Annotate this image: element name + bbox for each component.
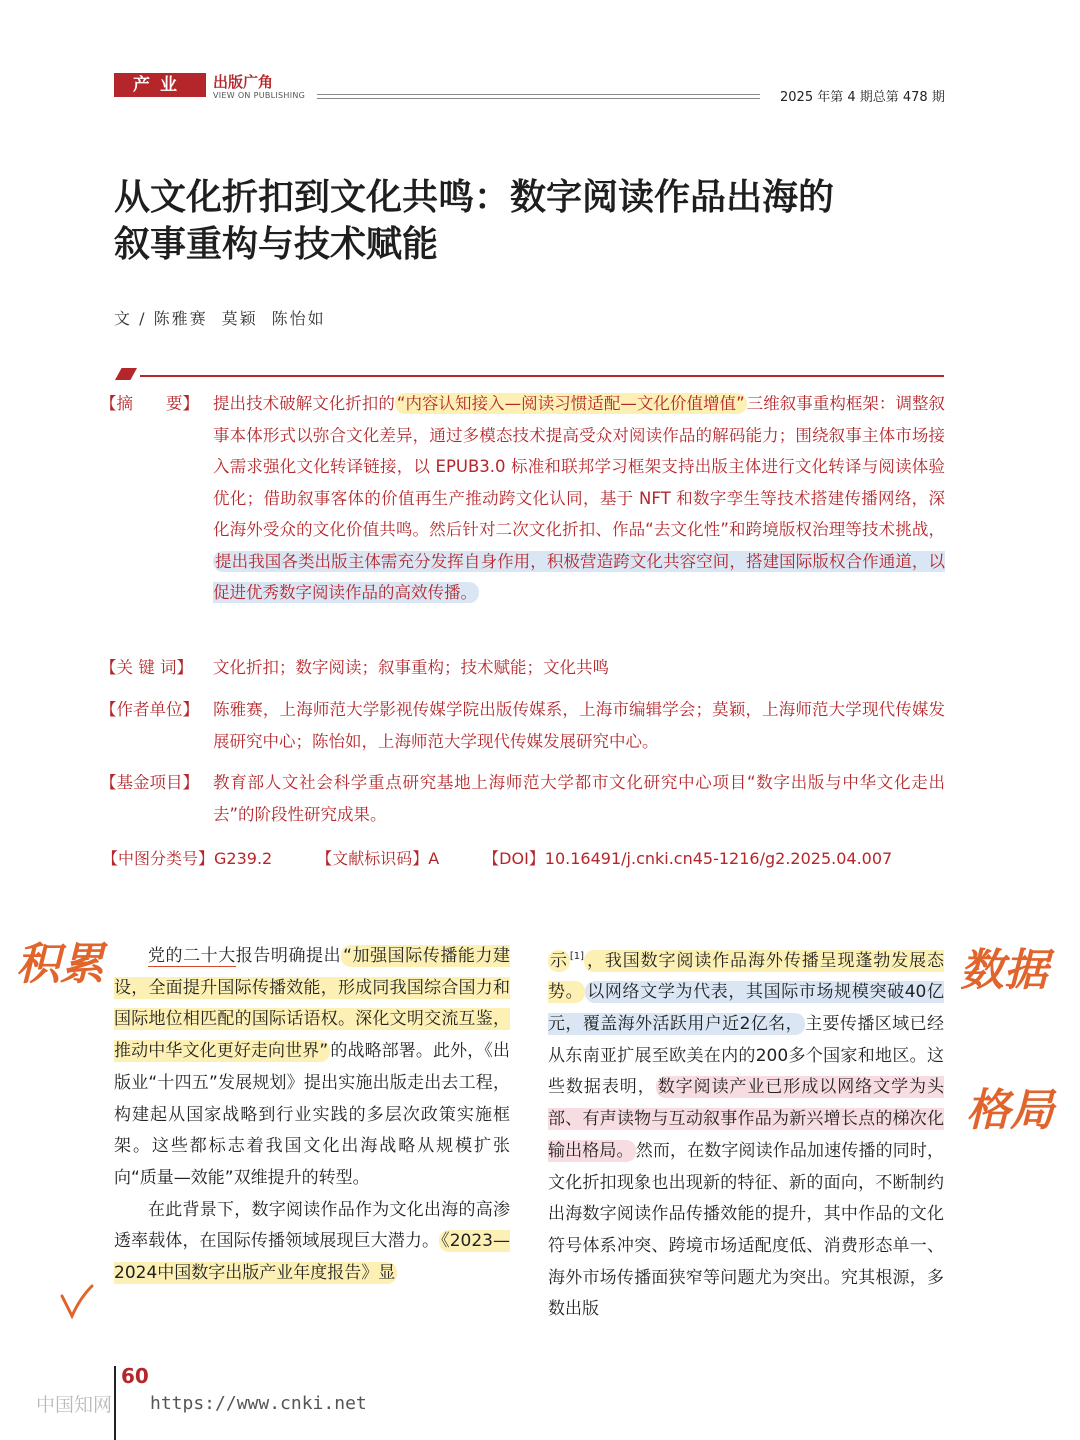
body-paragraph: [114, 1195, 510, 1290]
body-text: 在此背景下，数字阅读作品作为文化出海的高渗透率载体，在国际传播领域展现巨大潜力。: [114, 1199, 510, 1252]
body-column-right: [548, 941, 944, 1326]
body-highlight-yellow: ，我国数字阅读作品海外传播呈现蓬勃发展态势。: [548, 950, 945, 1003]
abstract-highlight-yellow: “内容认知接入—阅读习惯适配—文化价值增值”: [396, 394, 745, 413]
fund-text: 教育部人文社会科学重点研究基地上海师范大学都市文化研究中心项目“数字出版与中华文化走出去”的阶段性研究成果。: [213, 773, 945, 824]
body-highlight-pink: 数字阅读产业已形成以网络文学为头部、有声读物与互动叙事作品为新兴增长点的梯次化输出格局。: [548, 1077, 945, 1161]
author-2: 莫颖: [221, 309, 258, 328]
authors: [114, 306, 340, 329]
page-number: 60: [121, 1364, 149, 1388]
abstract-text: [213, 388, 945, 609]
checkmark-icon: [58, 1282, 98, 1322]
body-column-left: [114, 941, 510, 1290]
article-title: [114, 174, 934, 268]
body-paragraph: [548, 941, 944, 1326]
title-line-2: 叙事重构与技术赋能: [114, 224, 439, 265]
doi: 【DOI】10.16491/j.cnki.cn45-1216/g2.2025.04.007: [483, 849, 893, 868]
authors-prefix: 文 /: [114, 309, 154, 328]
header-rule: [317, 94, 760, 99]
body-highlight-yellow: “加强国际传播能力建设，全面提升国际传播效能，形成同我国综合国力和国际地位相匹配的国际话语权。深化文明交流互鉴，推动中华文化更好走向世界”: [114, 946, 510, 1062]
author-1: 陈雅赛: [153, 309, 208, 328]
handwritten-note-data: 数据: [960, 945, 1048, 996]
citation-ref: [1]: [569, 951, 585, 962]
abstract-part-2: 三维叙事重构框架：调整叙事本体形式以弥合文化差异，通过多模态技术提高受众对阅读作品的解码能力；围绕叙事主体市场接入需求强化文化转译链接，以 EPUB3.0 标准和联邦学习框架支持出版主体进行文化转译与阅读体验优化；借助叙事客体的价值再生产推动跨文化认同，基于 NFT 和数字孪生等技术搭建传播网络，深化海外受众的文化价值共鸣。然后针对二次文化折扣、作品“去文化性”和跨境版权治理等技术挑战，: [213, 394, 946, 539]
body-highlight-yellow: 示: [550, 950, 568, 971]
abstract-mark: [115, 368, 137, 380]
abstract-label: 【摘 要】: [100, 394, 199, 413]
watermark-cnki: 中国知网: [36, 1394, 113, 1416]
section-tag: 产业: [114, 73, 206, 97]
page-rule: [114, 1366, 116, 1440]
journal-brand: 出版广角: [213, 73, 274, 91]
abstract-rule: [140, 375, 944, 377]
keywords-label: 【关 键 词】: [100, 658, 193, 677]
issue-info: 2025 年第 4 期总第 478 期: [780, 90, 945, 105]
clc-number: 【中图分类号】G239.2: [102, 849, 273, 868]
abstract-part-1: 提出技术破解文化折扣的: [213, 394, 395, 413]
keywords-text: 文化折扣；数字阅读；叙事重构；技术赋能；文化共鸣: [213, 658, 609, 677]
author-3: 陈怡如: [271, 309, 326, 328]
body-highlight-yellow: 《2023—2024中国数字出版产业年度报告》显: [114, 1231, 511, 1284]
body-paragraph: [114, 941, 510, 1195]
classification-row: [102, 846, 892, 869]
handwritten-note-background: 积累: [16, 939, 104, 990]
affiliation-text: 陈雅赛，上海师范大学影视传媒学院出版传媒系，上海市编辑学会；莫颖，上海师范大学现代传媒发展研究中心；陈怡如，上海师范大学现代传媒发展研究中心。: [213, 700, 945, 751]
body-text: 然而，在数字阅读作品加速传播的同时，文化折扣现象也出现新的特征、新的面向，不断制约出海数字阅读作品传播效能的提升，其中作品的文化符号体系冲突、跨境市场适配度低、消费形态单一、海外市场传播面狭窄等问题尤为突出。究其根源，多数出版: [548, 1140, 945, 1320]
abstract-block: [100, 388, 945, 609]
watermark-url: https://www.cnki.net: [150, 1393, 367, 1414]
affiliation-label: 【作者单位】: [100, 700, 199, 719]
underlined-phrase: 党的二十大: [148, 946, 236, 966]
body-text: 主要传播区域已经从东南亚扩展至欧美在内的200多个国家和地区。这些数据表明，: [548, 1014, 944, 1098]
affiliation-block: [100, 694, 945, 757]
body-highlight-blue: 以网络文学为代表，其国际市场规模突破40亿元，覆盖海外活跃用户近2亿名，: [548, 982, 944, 1035]
journal-brand-en: VIEW ON PUBLISHING: [213, 91, 306, 100]
title-line-1: 从文化折扣到文化共鸣：数字阅读作品出海的: [114, 177, 835, 218]
fund-label: 【基金项目】: [100, 773, 199, 792]
body-text: 报告明确提出: [235, 946, 342, 966]
abstract-highlight-blue: 提出我国各类出版主体需充分发挥自身作用，积极营造跨文化共容空间，搭建国际版权合作通道，以促进优秀数字阅读作品的高效传播。: [213, 551, 945, 602]
fund-block: [100, 767, 945, 830]
keywords-block: [100, 652, 945, 684]
body-text: 的战略部署。此外，《出版业“十四五”发展规划》提出实施出版走出去工程，构建起从国家战略到行业实践的多层次政策实施框架。这些都标志着我国文化出海战略从规模扩张向“质量—效能”双维提升的转型。: [114, 1041, 511, 1188]
document-code: 【文献标识码】A: [316, 849, 440, 868]
handwritten-note-pattern: 格局: [966, 1085, 1054, 1136]
